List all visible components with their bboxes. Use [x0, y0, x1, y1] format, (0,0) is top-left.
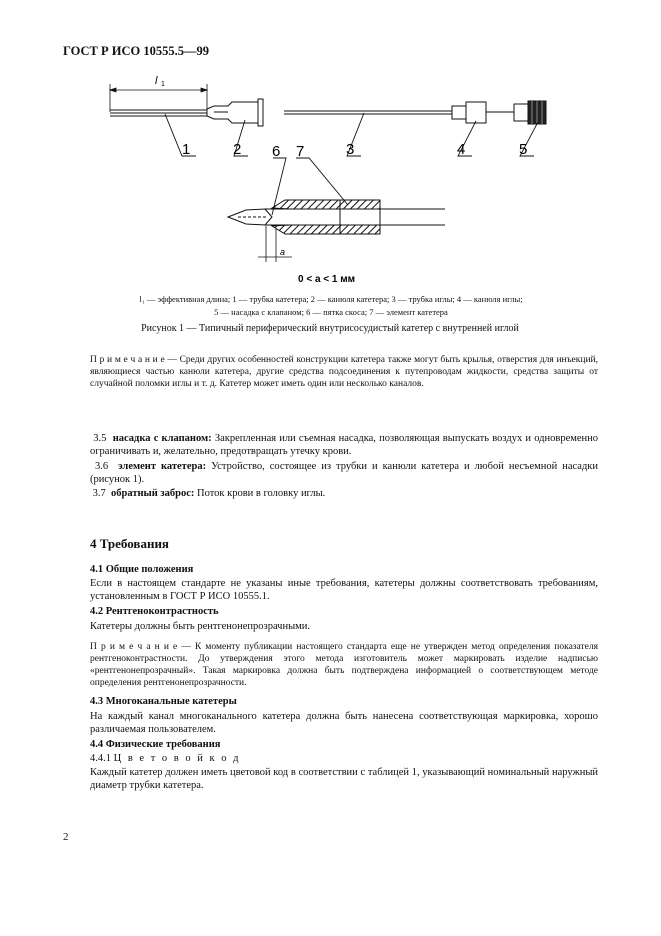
dimension-label: l — [155, 75, 158, 87]
catheter-hub — [207, 99, 263, 126]
legend-line-1: l₁ — эффективная длина; 1 — трубка катетера; 2 — канюля катетера; 3 — трубка иглы; 4 — канюля иглы; — [139, 294, 523, 304]
figure-legend — [100, 293, 562, 319]
def-num: 3.5 — [93, 433, 107, 444]
needle-hub — [452, 102, 514, 123]
def-text: Устройство, состоящее из трубки и канюли катетера и любой несъемной насадки (рисунок 1). — [90, 461, 599, 485]
callout-4: 4 — [457, 141, 466, 158]
detail-needle-tip — [228, 209, 445, 225]
subsection-title: Ц в е т о в о й к о д — [113, 753, 241, 764]
note-1-text: Среди других особенностей конструкции катетера также могут быть крылья, отверстия для инъекций, являющиеся частью канюли катетера, другие средства подсоединения к путепроводам жидкости, средства защиты от случайной поломки иглы и т. д. Катетер может иметь один или несколько каналов. — [90, 355, 598, 389]
detail-catheter-element — [272, 200, 380, 234]
def-text: Поток крови в головку иглы. — [197, 488, 326, 499]
subsection-num: 4.4.1 — [90, 753, 111, 764]
definition-3-5 — [90, 432, 598, 458]
note-2 — [90, 641, 598, 689]
subsection-4-4-1-heading — [90, 752, 598, 765]
def-num: 3.6 — [94, 461, 109, 472]
callout-1: 1 — [182, 141, 191, 158]
subsection-4-4-1-text: Каждый катетер должен иметь цветовой код в соответствии с таблицей 1, указывающий номинальный наружный диаметр трубки катетера. — [90, 767, 598, 791]
subsection-4-2-title: 4.2 Рентгеноконтрастность — [90, 606, 219, 617]
note-1-label: П р и м е ч а н и е — — [90, 355, 177, 365]
dimension-subscript: 1 — [161, 81, 165, 88]
note-1 — [90, 354, 598, 390]
valve-connector — [514, 101, 546, 124]
subsection-4-1-title: 4.1 Общие положения — [90, 564, 194, 575]
catheter-tube — [110, 110, 207, 116]
callout-3: 3 — [346, 141, 355, 158]
legend-line-2: 5 — насадка с клапаном; 6 — пятка скоса; 7 — элемент катетера — [214, 307, 448, 317]
callout-7: 7 — [296, 143, 305, 160]
def-num: 3.7 — [92, 488, 106, 499]
subsection-4-4-title: 4.4 Физические требования — [90, 739, 221, 750]
def-text: Закрепленная или съемная насадка, позволяющая выпускать воздух и одновременно ограничивать и, желательно, предотвращать утечку крови. — [90, 433, 599, 457]
subsection-4-3-text: На каждый канал многоканального катетера должна быть нанесена соответствующая маркировка, хорошо различаемая пользователем. — [90, 711, 598, 735]
detail-range: 0 < а < 1 мм — [298, 274, 356, 285]
note-2-label: П р и м е ч а н и е — — [90, 642, 191, 652]
subsection-4-1-text: Если в настоящем стандарте не указаны иные требования, катетеры должны соответствовать требованиям, установленным в ГОСТ Р ИСО 10555.1. — [90, 578, 598, 602]
dimension-l1 — [110, 84, 207, 112]
document-header: ГОСТ Р ИСО 10555.5—99 — [63, 44, 209, 58]
definition-3-6 — [90, 460, 598, 486]
callout-6: 6 — [272, 143, 281, 160]
page-number: 2 — [63, 831, 69, 843]
def-term: элемент катетера: — [118, 461, 207, 472]
callout-2: 2 — [233, 141, 242, 158]
def-term: насадка с клапаном: — [112, 433, 212, 444]
section-4-title: 4 Требования — [90, 536, 169, 551]
detail-a-label: а — [280, 247, 286, 257]
def-term: обратный заброс: — [111, 488, 195, 499]
definition-3-7 — [90, 487, 598, 500]
subsection-4-2-text: Катетеры должны быть рентгенонепрозрачными. — [90, 621, 311, 632]
needle-tube — [284, 111, 452, 114]
catheter-figure — [0, 0, 661, 300]
subsection-4-3-title: 4.3 Многоканальные катетеры — [90, 696, 237, 707]
figure-caption: Рисунок 1 — Типичный периферический внутрисосудистый катетер с внутренней иглой — [141, 323, 519, 334]
note-2-text: К моменту публикации настоящего стандарта еще не утвержден метод определения показателя рентгеноконтрастности. До утверждения этого метода изготовитель может маркировать изделие надписью «рентгенонепрозрачный». Такая маркировка должна быть подтверждена информацией о соответствующем методе определения рентгенонепрозрачности. — [90, 642, 598, 688]
callout-5: 5 — [519, 141, 528, 158]
